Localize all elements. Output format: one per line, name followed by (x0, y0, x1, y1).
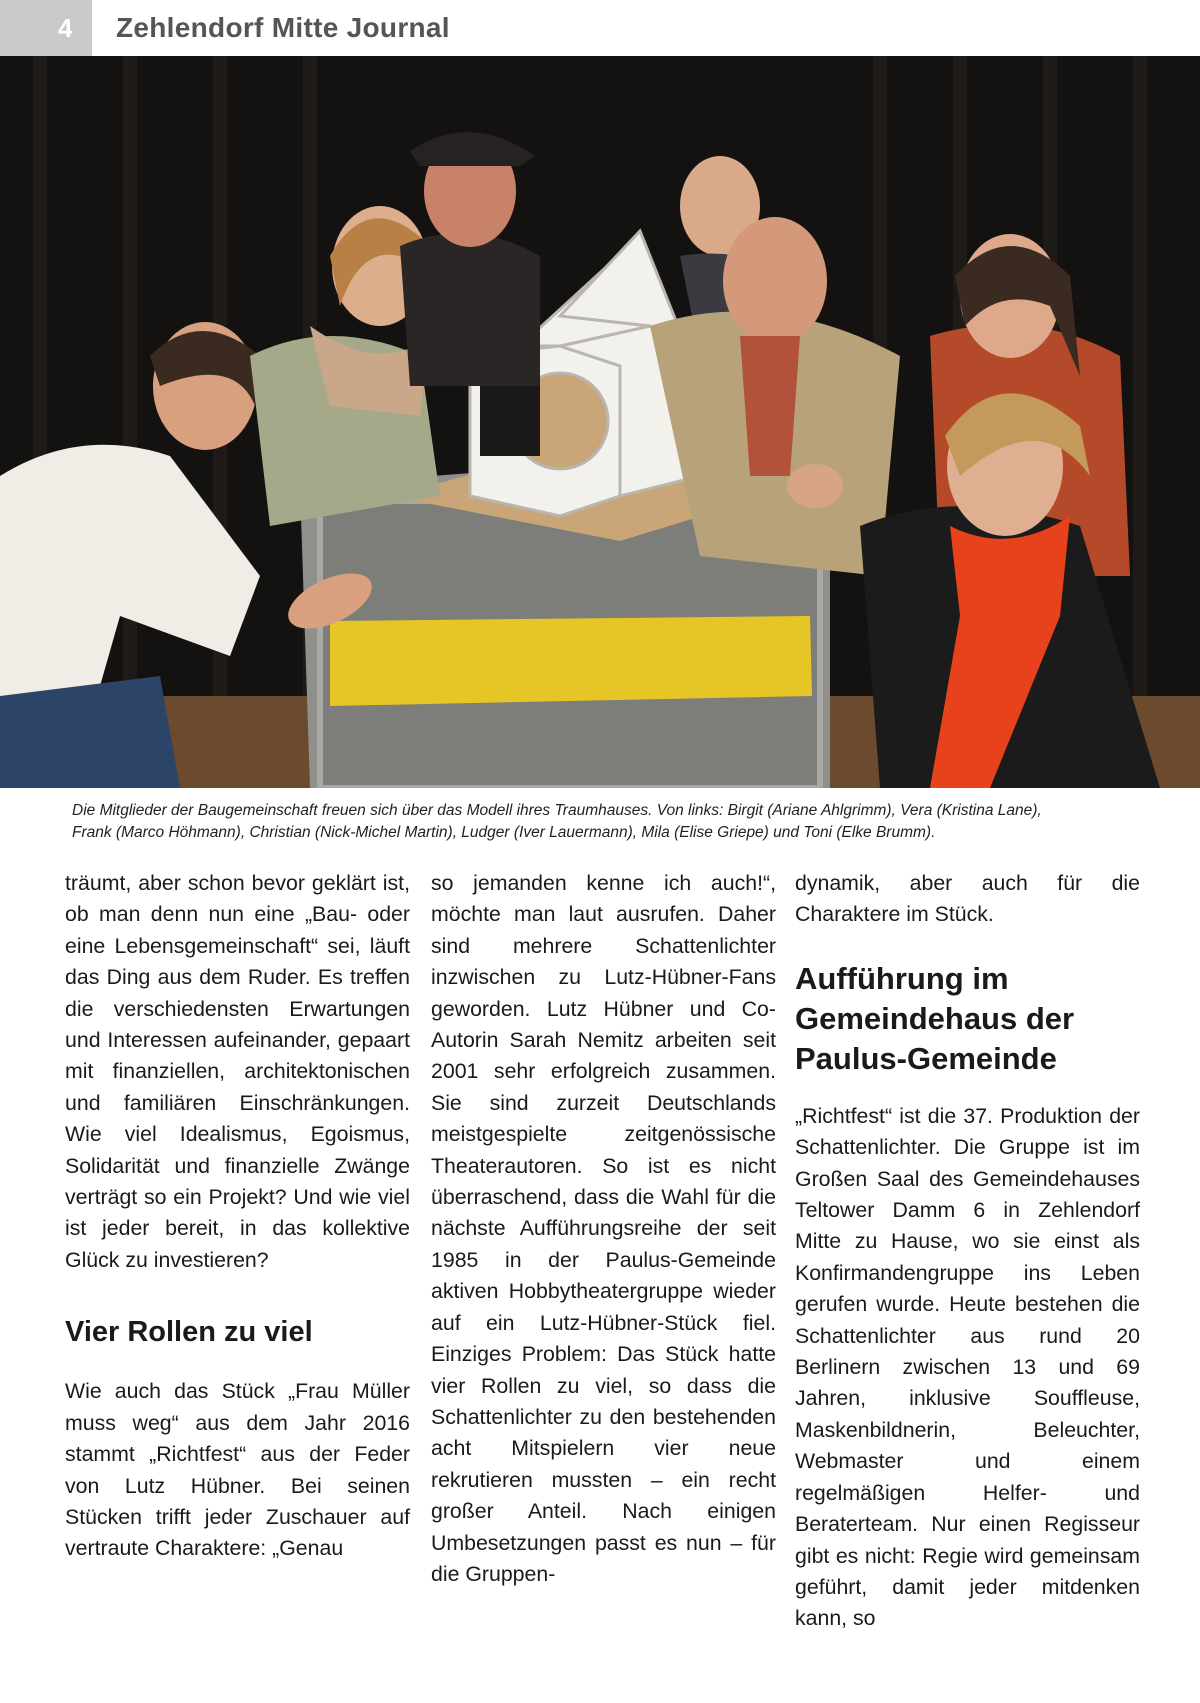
group-photo (0, 56, 1200, 788)
article-column-2 (431, 868, 776, 1590)
paragraph: träumt, aber schon bevor geklärt ist, ob man denn nun eine „Bau- oder eine Lebensgemeinschaft“ sei, läuft das Ding aus dem Ruder. Es treffen die verschiedensten Erwartungen und Interessen aufeinander, gepaart mit finanziellen, architektonischen und familiären Einschränkungen. Wie viel Idealismus, Egoismus, Solidarität und finanzielle Zwänge verträgt so ein Projekt? Und wie viel ist jeder bereit, in das kollektive Glück zu investieren? (65, 871, 410, 1272)
section-heading: Vier Rollen zu viel (65, 1316, 313, 1349)
page-number: 4 (0, 0, 92, 56)
paragraph: so jemanden kenne ich auch!“, möchte man laut ausrufen. Daher sind mehrere Schattenlichter inzwischen zu Lutz-Hübner-Fans geworden. Lutz Hübner und Co-Autorin Sarah Nemitz arbeiten seit 2001 sehr erfolgreich zusammen. Sie sind zurzeit Deutschlands meistgespielte zeitgenössische Theaterautoren. So ist es nicht überraschend, dass die Wahl für die nächste Aufführungsreihe der seit 1985 in der Paulus-Gemeinde aktiven Hobbytheatergruppe wieder auf ein Lutz-Hübner-Stück fiel. Einziges Problem: Das Stück hatte vier Rollen zu viel, so dass die Schattenlichter zu den bestehenden acht Mitspielern vier neue rekrutieren mussten – ein recht großer Anteil. Nach einigen Umbesetzungen passt es nun – für die Gruppen- (431, 871, 776, 1586)
article-column-1 (65, 868, 410, 1565)
article-column-3 (795, 868, 1140, 1635)
section-heading: Aufführung im Gemeindehaus der Paulus-Gemeinde (795, 960, 1075, 1076)
caption-line: Frank (Marco Höhmann), Christian (Nick-Michel Martin), Ludger (Iver Lauermann), Mila (Elise Griepe) und Toni (Elke Brumm). (72, 824, 936, 841)
page-header (0, 0, 462, 56)
journal-title: Zehlendorf Mitte Journal (92, 0, 462, 56)
photo-illustration (0, 56, 1200, 788)
paragraph: dynamik, aber auch für die Charaktere im Stück. (795, 871, 1140, 927)
photo-caption (72, 800, 1132, 844)
paragraph: „Richtfest“ ist die 37. Produktion der Schattenlichter. Die Gruppe ist im Großen Saal des Gemeindehauses Teltower Damm 6 in Zehlendorf Mitte zu Hause, wo sie einst als Konfirmandengruppe ins Leben gerufen wurde. Heute bestehen die Schattenlichter aus rund 20 Berlinern zwischen 13 und 69 Jahren, inklusive Souffleuse, Maskenbildnerin, Beleuchter, Webmaster und einem regelmäßigen Helfer- und Beraterteam. Nur einen Regisseur gibt es nicht: Regie wird gemeinsam geführt, damit jeder mitdenken kann, so (795, 1103, 1140, 1631)
caption-line: Die Mitglieder der Baugemeinschaft freuen sich über das Modell ihres Traumhauses. Von links: Birgit (Ariane Ahlgrimm), Vera (Kristina Lane), (72, 802, 1042, 819)
paragraph: Wie auch das Stück „Frau Müller muss weg“ aus dem Jahr 2016 stammt „Richtfest“ aus der Feder von Lutz Hübner. Bei seinen Stücken trifft jeder Zuschauer auf vertraute Charaktere: „Genau (65, 1379, 410, 1561)
